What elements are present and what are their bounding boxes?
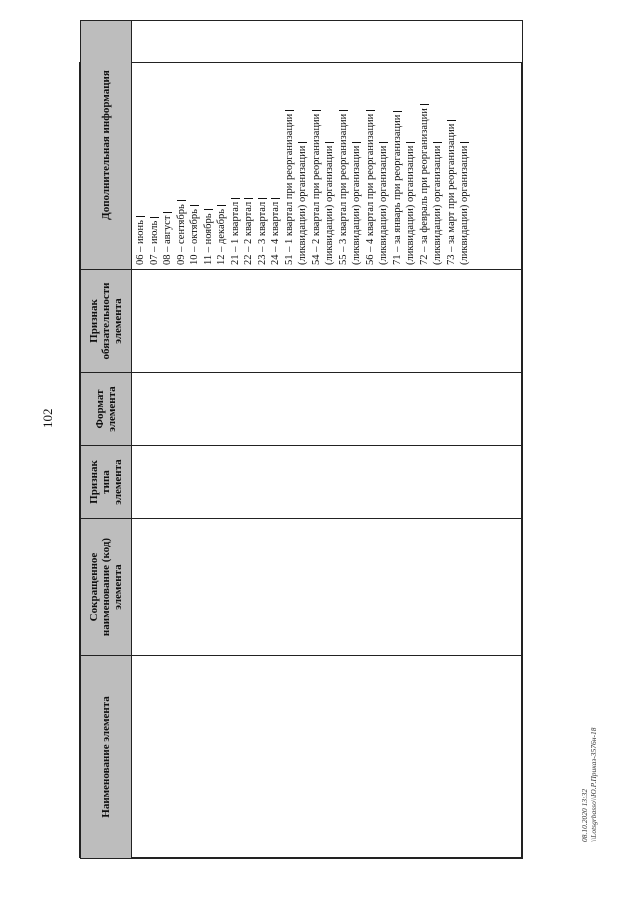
footer-path: \\Lotsgrbasso\\Ю.Р.Приказ-3576н-18 bbox=[589, 727, 598, 842]
cell-short-name bbox=[132, 519, 523, 656]
cursor-bar bbox=[217, 205, 226, 206]
cell-required bbox=[132, 270, 523, 373]
cursor-bar bbox=[298, 142, 307, 143]
cursor-bar bbox=[190, 205, 199, 206]
cursor-bar bbox=[406, 142, 415, 143]
list-item-text: (ликвидации) организации bbox=[459, 145, 470, 265]
list-item-text: 73 – за март при реорганизации bbox=[445, 123, 457, 265]
list-item-text: 23 – 3 квартал bbox=[256, 201, 268, 265]
list-item bbox=[202, 25, 216, 265]
list-item-text: 10 – октябрь bbox=[189, 209, 200, 265]
cursor-bar bbox=[433, 142, 442, 143]
list-item-text: 22 – 2 квартал bbox=[243, 201, 254, 265]
list-item-text: (ликвидации) организации bbox=[405, 145, 416, 265]
list-item bbox=[445, 25, 459, 265]
table bbox=[80, 20, 523, 859]
cursor-bar bbox=[339, 110, 348, 111]
cursor-bar bbox=[258, 198, 267, 199]
list-item-text: 55 – 3 квартал при реорганизации bbox=[337, 113, 349, 265]
list-item bbox=[404, 25, 418, 265]
list-item bbox=[310, 25, 324, 265]
list-item bbox=[269, 25, 283, 265]
cursor-bar bbox=[460, 142, 469, 143]
page-number: 102 bbox=[40, 408, 55, 428]
list-item-text: 56 – 4 квартал при реорганизации bbox=[364, 113, 376, 265]
header-element-format: Формат элемента bbox=[81, 373, 132, 446]
cursor-bar bbox=[136, 216, 145, 217]
list-item-text: (ликвидации) организации bbox=[324, 145, 335, 265]
cursor-bar bbox=[285, 110, 294, 111]
list-item bbox=[148, 25, 162, 265]
list-item bbox=[229, 25, 243, 265]
list-item-text: (ликвидации) организации bbox=[432, 145, 443, 265]
cursor-bar bbox=[244, 198, 253, 199]
list-item-text: 24 – 4 квартал bbox=[270, 201, 281, 265]
list-item-text: 11 – ноябрь bbox=[202, 213, 214, 265]
table-grid bbox=[80, 63, 523, 859]
header-element-type: Признак типа элемента bbox=[81, 446, 132, 519]
footer-date: 08.10.2020 13:32 bbox=[580, 788, 589, 842]
cursor-bar bbox=[366, 110, 375, 111]
list-item-text: 09 – сентябрь bbox=[175, 204, 187, 265]
list-item-text: 51 – 1 квартал при реорганизации bbox=[283, 113, 295, 265]
header-element-name: Наименование элемента bbox=[81, 656, 132, 859]
list-item bbox=[377, 25, 391, 265]
list-item-text: 07 – июль bbox=[148, 220, 160, 265]
list-item bbox=[188, 25, 202, 265]
list-item-text: (ликвидации) организации bbox=[297, 145, 308, 265]
header-short-name: Сокращенное наименование (код) элемента bbox=[81, 519, 132, 656]
list-item bbox=[215, 25, 229, 265]
list-item bbox=[418, 25, 432, 265]
list-item bbox=[283, 25, 297, 265]
cursor-bar bbox=[325, 142, 334, 143]
cursor-bar bbox=[204, 210, 213, 211]
list-item bbox=[175, 25, 189, 265]
list-item bbox=[296, 25, 310, 265]
cursor-bar bbox=[163, 212, 172, 213]
list-item bbox=[364, 25, 378, 265]
list-item bbox=[242, 25, 256, 265]
cell-additional-info bbox=[132, 21, 523, 270]
list-item bbox=[337, 25, 351, 265]
cursor-bar bbox=[312, 110, 321, 111]
list-item bbox=[350, 25, 364, 265]
list-item bbox=[431, 25, 445, 265]
header-required: Признак обязательности элемента bbox=[81, 270, 132, 373]
cursor-bar bbox=[271, 198, 280, 199]
cell-element-format bbox=[132, 373, 523, 446]
cursor-bar bbox=[352, 142, 361, 143]
cursor-bar bbox=[420, 104, 429, 105]
cursor-bar bbox=[447, 120, 456, 121]
list-item-text: 71 – за январь при реорганизации bbox=[391, 114, 403, 265]
list-item bbox=[134, 25, 148, 265]
list-item-text: 12 – декабрь bbox=[216, 209, 227, 265]
list-item bbox=[323, 25, 337, 265]
list-item bbox=[161, 25, 175, 265]
cursor-bar bbox=[393, 111, 402, 112]
cursor-bar bbox=[177, 200, 186, 201]
list-item-text: (ликвидации) организации bbox=[378, 145, 389, 265]
list-item bbox=[458, 25, 472, 265]
table-row bbox=[132, 21, 523, 859]
list-item-text: 54 – 2 квартал при реорганизации bbox=[310, 113, 322, 265]
list-item-text: 72 – за февраль при реорганизации bbox=[418, 108, 430, 265]
footer-stamp bbox=[580, 672, 598, 842]
elements-table bbox=[79, 62, 522, 858]
list-item bbox=[391, 25, 405, 265]
list-item-text: 08 – август bbox=[162, 215, 173, 265]
info-list bbox=[132, 21, 472, 269]
list-item bbox=[256, 25, 270, 265]
list-item-text: 06 – июнь bbox=[135, 220, 146, 265]
cursor-bar bbox=[231, 198, 240, 199]
cursor-bar bbox=[379, 142, 388, 143]
cell-element-type bbox=[132, 446, 523, 519]
list-item-text: (ликвидации) организации bbox=[351, 145, 362, 265]
list-item-text: 21 – 1 квартал bbox=[229, 201, 241, 265]
cell-element-name bbox=[132, 656, 523, 859]
header-additional-info: Дополнительная информация bbox=[81, 21, 132, 270]
cursor-bar bbox=[150, 217, 159, 218]
header-row bbox=[81, 21, 132, 859]
